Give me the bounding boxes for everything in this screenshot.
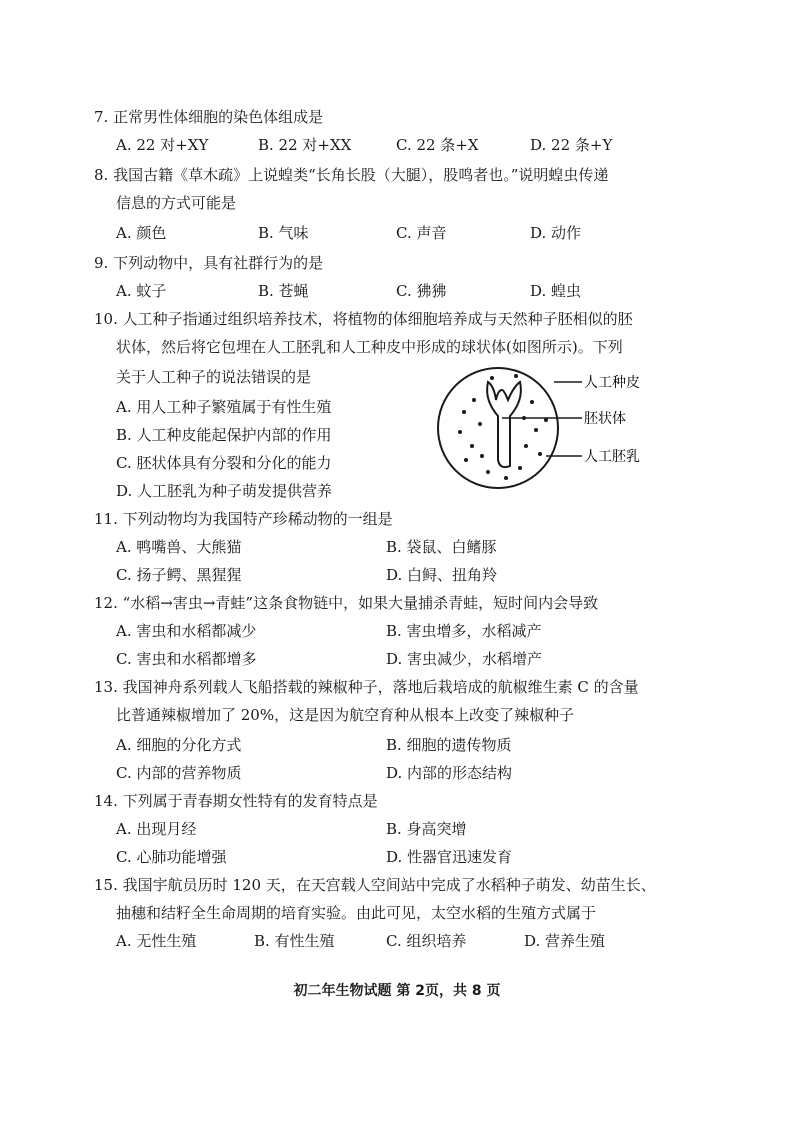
question-10-option-d: D. 人工胚乳为种子萌发提供营养 — [116, 482, 333, 500]
question-10-stem-line1: 10. 人工种子指通过组织培养技术，将植物的体细胞培养成与天然种子胚相似的胚 — [94, 310, 633, 328]
question-9-option-b: B. 苍蝇 — [258, 282, 309, 300]
question-8-option-b: B. 气味 — [258, 224, 309, 242]
question-7-option-a: A. 22 对+XY — [116, 136, 209, 154]
question-9-stem: 9. 下列动物中，具有社群行为的是 — [94, 254, 324, 272]
artificial-seed-figure — [436, 360, 676, 500]
question-11-stem: 11. 下列动物均为我国特产珍稀动物的一组是 — [94, 510, 393, 528]
question-10-option-c: C. 胚状体具有分裂和分化的能力 — [116, 454, 332, 472]
question-13-stem-line2: 比普通辣椒增加了 20%，这是因为航空育种从根本上改变了辣椒种子 — [116, 706, 575, 724]
question-12-stem: 12. “水稻→害虫→青蛙”这条食物链中，如果大量捕杀青蛙，短时间内会导致 — [94, 594, 599, 612]
embryoid-shape — [487, 382, 521, 467]
question-12-option-d: D. 害虫减少，水稻增产 — [386, 650, 543, 668]
question-15-option-d: D. 营养生殖 — [524, 932, 606, 950]
label-artificial-endosperm: 人工胚乳 — [584, 449, 640, 465]
question-8-stem-line1: 8. 我国古籍《草木疏》上说蝗类“长角长股（大腿），股鸣者也。”说明蝗虫传递 — [94, 166, 609, 184]
question-14-option-a: A. 出现月经 — [116, 820, 197, 838]
question-13-stem-line1: 13. 我国神舟系列载人飞船搭载的辣椒种子，落地后栽培成的航椒维生素 C 的含量 — [94, 678, 639, 696]
question-7-option-d: D. 22 条+Y — [530, 136, 613, 154]
question-15-option-a: A. 无性生殖 — [116, 932, 197, 950]
question-7-option-c: C. 22 条+X — [396, 136, 479, 154]
question-8-option-a: A. 颜色 — [116, 224, 167, 242]
question-12-option-b: B. 害虫增多，水稻减产 — [386, 622, 542, 640]
question-13-option-a: A. 细胞的分化方式 — [116, 736, 242, 754]
question-8-stem-line2: 信息的方式可能是 — [116, 194, 237, 212]
question-15-option-c: C. 组织培养 — [386, 932, 467, 950]
question-11-option-c: C. 扬子鳄、黑猩猩 — [116, 566, 242, 584]
question-10-stem-line3: 关于人工种子的说法错误的是 — [116, 368, 312, 386]
question-13-option-d: D. 内部的形态结构 — [386, 764, 513, 782]
question-9-option-d: D. 蝗虫 — [530, 282, 582, 300]
question-7-stem: 7. 正常男性体细胞的染色体组成是 — [94, 108, 324, 126]
question-7-option-b: B. 22 对+XX — [258, 136, 352, 154]
question-12-option-a: A. 害虫和水稻都减少 — [116, 622, 257, 640]
question-15-stem-line2: 抽穗和结籽全生命周期的培育实验。由此可见，太空水稻的生殖方式属于 — [116, 904, 597, 922]
question-11-option-a: A. 鸭嘴兽、大熊猫 — [116, 538, 242, 556]
question-12-option-c: C. 害虫和水稻都增多 — [116, 650, 257, 668]
question-9-option-a: A. 蚊子 — [116, 282, 167, 300]
question-10-option-b: B. 人工种皮能起保护内部的作用 — [116, 426, 332, 444]
label-embryoid: 胚状体 — [584, 411, 626, 427]
question-10-stem-line2: 状体，然后将它包埋在人工胚乳和人工种皮中形成的球状体(如图所示)。下列 — [116, 338, 623, 356]
question-11-option-d: D. 白鲟、扭角羚 — [386, 566, 498, 584]
question-15-stem-line1: 15. 我国宇航员历时 120 天，在天宫载人空间站中完成了水稻种子萌发、幼苗生长、 — [94, 876, 656, 894]
question-8-option-d: D. 动作 — [530, 224, 582, 242]
question-9-option-c: C. 狒狒 — [396, 282, 447, 300]
question-14-stem: 14. 下列属于青春期女性特有的发育特点是 — [94, 792, 378, 810]
page-footer: 初二年生物试题 第 2页，共 8 页 — [293, 983, 501, 999]
question-10-option-a: A. 用人工种子繁殖属于有性生殖 — [116, 398, 332, 416]
question-14-option-d: D. 性器官迅速发育 — [386, 848, 513, 866]
question-13-option-c: C. 内部的营养物质 — [116, 764, 242, 782]
question-8-option-c: C. 声音 — [396, 224, 447, 242]
label-artificial-seed-coat: 人工种皮 — [584, 375, 640, 391]
question-14-option-c: C. 心肺功能增强 — [116, 848, 227, 866]
question-14-option-b: B. 身高突增 — [386, 820, 467, 838]
question-11-option-b: B. 袋鼠、白鳍豚 — [386, 538, 497, 556]
question-15-option-b: B. 有性生殖 — [254, 932, 335, 950]
question-13-option-b: B. 细胞的遗传物质 — [386, 736, 512, 754]
